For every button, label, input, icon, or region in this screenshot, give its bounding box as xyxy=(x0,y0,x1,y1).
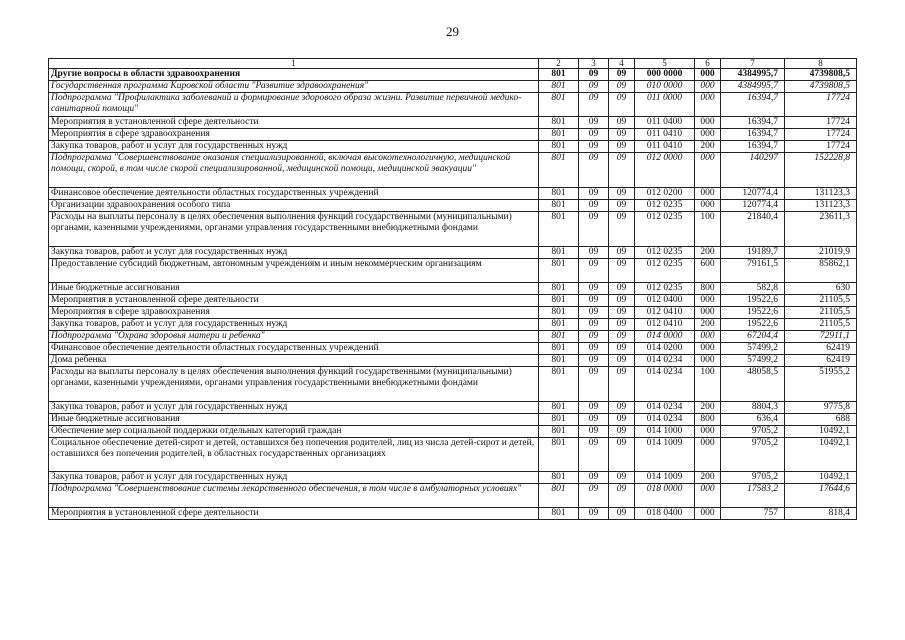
row-target-cell: 014 0234 xyxy=(635,367,695,402)
row-admin-cell: 801 xyxy=(539,200,579,212)
row-target-cell: 012 0410 xyxy=(635,307,695,319)
row-name-cell: Закупка товаров, работ и услуг для государственных нужд xyxy=(49,247,539,259)
row-amount-2-cell: 9775,8 xyxy=(785,402,857,414)
row-target-cell: 018 0400 xyxy=(635,508,695,520)
row-subsection-cell: 09 xyxy=(609,93,635,117)
row-name-cell: Дома ребенка xyxy=(49,355,539,367)
row-section-cell: 09 xyxy=(579,508,609,520)
row-subsection-cell: 09 xyxy=(609,307,635,319)
row-expense-type-cell: 000 xyxy=(695,438,721,472)
row-admin-cell: 801 xyxy=(539,93,579,117)
row-amount-1-cell: 9705,2 xyxy=(721,426,785,438)
row-section-cell: 09 xyxy=(579,129,609,141)
row-admin-cell: 801 xyxy=(539,129,579,141)
row-section-cell: 09 xyxy=(579,426,609,438)
row-admin-cell: 801 xyxy=(539,283,579,295)
row-admin-cell: 801 xyxy=(539,355,579,367)
row-section-cell: 09 xyxy=(579,402,609,414)
row-name-cell: Другие вопросы в области здравоохранения xyxy=(49,69,539,81)
table-row xyxy=(49,331,857,343)
table-row xyxy=(49,141,857,153)
row-subsection-cell: 09 xyxy=(609,69,635,81)
row-target-cell: 011 0000 xyxy=(635,93,695,117)
row-target-cell: 014 0234 xyxy=(635,414,695,426)
row-target-cell: 000 0000 xyxy=(635,69,695,81)
row-section-cell: 09 xyxy=(579,319,609,331)
row-section-cell: 09 xyxy=(579,247,609,259)
row-amount-2-cell: 62419 xyxy=(785,343,857,355)
row-amount-2-cell: 10492,1 xyxy=(785,472,857,484)
header-cell: 1 xyxy=(49,59,539,69)
row-subsection-cell: 09 xyxy=(609,414,635,426)
row-expense-type-cell: 000 xyxy=(695,93,721,117)
row-expense-type-cell: 800 xyxy=(695,414,721,426)
row-subsection-cell: 09 xyxy=(609,153,635,188)
row-expense-type-cell: 000 xyxy=(695,153,721,188)
row-admin-cell: 801 xyxy=(539,117,579,129)
row-amount-2-cell: 21019,9 xyxy=(785,247,857,259)
row-target-cell: 012 0235 xyxy=(635,283,695,295)
row-amount-2-cell: 131123,3 xyxy=(785,188,857,200)
row-amount-1-cell: 140297 xyxy=(721,153,785,188)
row-amount-1-cell: 19189,7 xyxy=(721,247,785,259)
row-expense-type-cell: 200 xyxy=(695,472,721,484)
row-name-cell: Подпрограмма "Совершенствование системы лекарственного обеспечения, в том числе в амбулаторных условиях" xyxy=(49,484,539,508)
row-subsection-cell: 09 xyxy=(609,129,635,141)
row-amount-2-cell: 17724 xyxy=(785,141,857,153)
row-amount-2-cell: 4739808,5 xyxy=(785,69,857,81)
row-expense-type-cell: 000 xyxy=(695,69,721,81)
table-row xyxy=(49,402,857,414)
row-section-cell: 09 xyxy=(579,93,609,117)
table-row xyxy=(49,259,857,283)
row-target-cell: 014 0000 xyxy=(635,331,695,343)
row-section-cell: 09 xyxy=(579,200,609,212)
row-amount-1-cell: 582,8 xyxy=(721,283,785,295)
row-name-cell: Закупка товаров, работ и услуг для государственных нужд xyxy=(49,141,539,153)
row-subsection-cell: 09 xyxy=(609,426,635,438)
row-section-cell: 09 xyxy=(579,81,609,93)
row-admin-cell: 801 xyxy=(539,331,579,343)
row-expense-type-cell: 600 xyxy=(695,259,721,283)
row-amount-1-cell: 48058,5 xyxy=(721,367,785,402)
row-amount-1-cell: 21840,4 xyxy=(721,212,785,247)
row-amount-2-cell: 72911,1 xyxy=(785,331,857,343)
table-row xyxy=(49,283,857,295)
row-subsection-cell: 09 xyxy=(609,319,635,331)
row-name-cell: Государственная программа Кировской области "Развитие здравоохранения" xyxy=(49,81,539,93)
row-expense-type-cell: 800 xyxy=(695,283,721,295)
table-row xyxy=(49,188,857,200)
row-amount-1-cell: 19522,6 xyxy=(721,295,785,307)
row-expense-type-cell: 000 xyxy=(695,331,721,343)
row-name-cell: Закупка товаров, работ и услуг для государственных нужд xyxy=(49,319,539,331)
row-admin-cell: 801 xyxy=(539,402,579,414)
row-target-cell: 014 0234 xyxy=(635,402,695,414)
row-name-cell: Закупка товаров, работ и услуг для государственных нужд xyxy=(49,402,539,414)
row-name-cell: Мероприятия в сфере здравоохранения xyxy=(49,129,539,141)
row-name-cell: Расходы на выплаты персоналу в целях обеспечения выполнения функций государственными (муниципальными) органами, казенными учреждениями, органами управления государственными внебюджетными фондами xyxy=(49,212,539,247)
row-amount-2-cell: 10492,1 xyxy=(785,438,857,472)
row-admin-cell: 801 xyxy=(539,472,579,484)
table-row xyxy=(49,93,857,117)
row-subsection-cell: 09 xyxy=(609,141,635,153)
row-expense-type-cell: 000 xyxy=(695,129,721,141)
row-section-cell: 09 xyxy=(579,484,609,508)
row-amount-1-cell: 4384995,7 xyxy=(721,69,785,81)
header-cell: 5 xyxy=(635,59,695,69)
row-amount-2-cell: 152228,8 xyxy=(785,153,857,188)
row-amount-2-cell: 688 xyxy=(785,414,857,426)
row-name-cell: Мероприятия в установленной сфере деятельности xyxy=(49,117,539,129)
header-cell: 7 xyxy=(721,59,785,69)
table-row xyxy=(49,484,857,508)
header-cell: 6 xyxy=(695,59,721,69)
table-row xyxy=(49,69,857,81)
row-amount-1-cell: 8804,3 xyxy=(721,402,785,414)
row-amount-1-cell: 16394,7 xyxy=(721,117,785,129)
table-row xyxy=(49,153,857,188)
row-subsection-cell: 09 xyxy=(609,508,635,520)
row-section-cell: 09 xyxy=(579,472,609,484)
row-amount-1-cell: 57499,2 xyxy=(721,355,785,367)
row-expense-type-cell: 000 xyxy=(695,508,721,520)
row-admin-cell: 801 xyxy=(539,259,579,283)
row-subsection-cell: 09 xyxy=(609,212,635,247)
row-expense-type-cell: 100 xyxy=(695,367,721,402)
table-row xyxy=(49,508,857,520)
table-row xyxy=(49,355,857,367)
row-section-cell: 09 xyxy=(579,414,609,426)
row-section-cell: 09 xyxy=(579,343,609,355)
row-section-cell: 09 xyxy=(579,367,609,402)
row-admin-cell: 801 xyxy=(539,153,579,188)
budget-table-body xyxy=(49,59,857,520)
row-subsection-cell: 09 xyxy=(609,343,635,355)
row-name-cell: Подпрограмма "Охрана здоровья матери и ребенка" xyxy=(49,331,539,343)
row-subsection-cell: 09 xyxy=(609,247,635,259)
row-expense-type-cell: 200 xyxy=(695,402,721,414)
row-amount-1-cell: 16394,7 xyxy=(721,129,785,141)
row-amount-1-cell: 57499,2 xyxy=(721,343,785,355)
row-admin-cell: 801 xyxy=(539,319,579,331)
row-name-cell: Подпрограмма "Профилактика заболеваний и формирование здорового образа жизни. Развитие первичной медико-санитарной помощи" xyxy=(49,93,539,117)
row-amount-1-cell: 19522,6 xyxy=(721,307,785,319)
budget-table xyxy=(48,58,857,520)
table-row xyxy=(49,438,857,472)
row-subsection-cell: 09 xyxy=(609,283,635,295)
row-amount-2-cell: 23611,3 xyxy=(785,212,857,247)
row-target-cell: 012 0410 xyxy=(635,319,695,331)
row-amount-2-cell: 21105,5 xyxy=(785,319,857,331)
row-name-cell: Обеспечение мер социальной поддержки отдельных категорий граждан xyxy=(49,426,539,438)
table-row xyxy=(49,81,857,93)
row-admin-cell: 801 xyxy=(539,426,579,438)
row-name-cell: Подпрограмма "Совершенствование оказания специализированной, включая высокотехнологичную, медицинской помощи, скорой, в том числе скорой специализированной, медицинской помощи, медицинской эвакуации" xyxy=(49,153,539,188)
row-expense-type-cell: 000 xyxy=(695,307,721,319)
header-cell: 8 xyxy=(785,59,857,69)
row-name-cell: Закупка товаров, работ и услуг для государственных нужд xyxy=(49,472,539,484)
page-number: 29 xyxy=(446,24,459,39)
row-name-cell: Социальное обеспечение детей-сирот и детей, оставшихся без попечения родителей, лиц из числа детей-сирот и детей, оставшихся без попечения родителей, в областных государственных организациях xyxy=(49,438,539,472)
row-admin-cell: 801 xyxy=(539,343,579,355)
row-amount-1-cell: 120774,4 xyxy=(721,200,785,212)
row-section-cell: 09 xyxy=(579,153,609,188)
table-row xyxy=(49,426,857,438)
row-name-cell: Мероприятия в установленной сфере деятельности xyxy=(49,295,539,307)
row-amount-2-cell: 630 xyxy=(785,283,857,295)
row-expense-type-cell: 000 xyxy=(695,81,721,93)
row-admin-cell: 801 xyxy=(539,247,579,259)
header-cell: 2 xyxy=(539,59,579,69)
row-section-cell: 09 xyxy=(579,212,609,247)
table-row xyxy=(49,414,857,426)
row-target-cell: 012 0235 xyxy=(635,212,695,247)
row-target-cell: 012 0235 xyxy=(635,247,695,259)
row-admin-cell: 801 xyxy=(539,81,579,93)
row-amount-1-cell: 4384995,7 xyxy=(721,81,785,93)
row-target-cell: 012 0235 xyxy=(635,259,695,283)
row-name-cell: Мероприятия в установленной сфере деятельности xyxy=(49,508,539,520)
row-section-cell: 09 xyxy=(579,117,609,129)
row-expense-type-cell: 000 xyxy=(695,355,721,367)
row-target-cell: 010 0000 xyxy=(635,81,695,93)
row-section-cell: 09 xyxy=(579,259,609,283)
row-expense-type-cell: 000 xyxy=(695,117,721,129)
row-target-cell: 014 0200 xyxy=(635,343,695,355)
row-admin-cell: 801 xyxy=(539,69,579,81)
table-row xyxy=(49,343,857,355)
row-name-cell: Финансовое обеспечение деятельности областных государственных учреждений xyxy=(49,343,539,355)
row-subsection-cell: 09 xyxy=(609,402,635,414)
row-admin-cell: 801 xyxy=(539,508,579,520)
row-amount-1-cell: 16394,7 xyxy=(721,93,785,117)
row-subsection-cell: 09 xyxy=(609,438,635,472)
row-amount-2-cell: 51955,2 xyxy=(785,367,857,402)
row-section-cell: 09 xyxy=(579,141,609,153)
row-amount-1-cell: 17583,2 xyxy=(721,484,785,508)
row-section-cell: 09 xyxy=(579,188,609,200)
row-admin-cell: 801 xyxy=(539,414,579,426)
row-name-cell: Мероприятия в сфере здравоохранения xyxy=(49,307,539,319)
row-admin-cell: 801 xyxy=(539,188,579,200)
table-row xyxy=(49,200,857,212)
row-target-cell: 012 0200 xyxy=(635,188,695,200)
row-amount-2-cell: 4739808,5 xyxy=(785,81,857,93)
row-amount-2-cell: 21105,5 xyxy=(785,307,857,319)
table-row xyxy=(49,117,857,129)
row-section-cell: 09 xyxy=(579,331,609,343)
row-name-cell: Организации здравоохранения особого типа xyxy=(49,200,539,212)
table-header-row xyxy=(49,59,857,69)
row-admin-cell: 801 xyxy=(539,141,579,153)
row-target-cell: 011 0410 xyxy=(635,141,695,153)
row-section-cell: 09 xyxy=(579,307,609,319)
row-expense-type-cell: 200 xyxy=(695,247,721,259)
row-section-cell: 09 xyxy=(579,283,609,295)
row-admin-cell: 801 xyxy=(539,438,579,472)
row-target-cell: 012 0000 xyxy=(635,153,695,188)
row-amount-2-cell: 62419 xyxy=(785,355,857,367)
row-amount-1-cell: 9705,2 xyxy=(721,472,785,484)
table-row xyxy=(49,212,857,247)
row-admin-cell: 801 xyxy=(539,484,579,508)
row-admin-cell: 801 xyxy=(539,295,579,307)
row-name-cell: Расходы на выплаты персоналу в целях обеспечения выполнения функций государственными (муниципальными) органами, казенными учреждениями, органами управления государственными внебюджетными фондами xyxy=(49,367,539,402)
row-expense-type-cell: 200 xyxy=(695,141,721,153)
row-amount-1-cell: 636,4 xyxy=(721,414,785,426)
row-target-cell: 012 0235 xyxy=(635,200,695,212)
table-row xyxy=(49,367,857,402)
row-expense-type-cell: 000 xyxy=(695,295,721,307)
table-row xyxy=(49,472,857,484)
row-amount-2-cell: 10492,1 xyxy=(785,426,857,438)
row-name-cell: Иные бюджетные ассигнования xyxy=(49,414,539,426)
row-target-cell: 014 1009 xyxy=(635,438,695,472)
row-amount-2-cell: 21105,5 xyxy=(785,295,857,307)
table-row xyxy=(49,129,857,141)
row-subsection-cell: 09 xyxy=(609,355,635,367)
row-target-cell: 014 1009 xyxy=(635,472,695,484)
header-cell: 4 xyxy=(609,59,635,69)
row-subsection-cell: 09 xyxy=(609,200,635,212)
row-section-cell: 09 xyxy=(579,438,609,472)
row-subsection-cell: 09 xyxy=(609,117,635,129)
row-expense-type-cell: 000 xyxy=(695,426,721,438)
row-amount-1-cell: 16394,7 xyxy=(721,141,785,153)
row-subsection-cell: 09 xyxy=(609,188,635,200)
row-amount-1-cell: 79161,5 xyxy=(721,259,785,283)
row-amount-2-cell: 818,4 xyxy=(785,508,857,520)
row-target-cell: 012 0400 xyxy=(635,295,695,307)
row-amount-1-cell: 757 xyxy=(721,508,785,520)
row-expense-type-cell: 100 xyxy=(695,212,721,247)
row-admin-cell: 801 xyxy=(539,307,579,319)
row-name-cell: Иные бюджетные ассигнования xyxy=(49,283,539,295)
row-amount-2-cell: 17724 xyxy=(785,93,857,117)
row-target-cell: 018 0000 xyxy=(635,484,695,508)
row-expense-type-cell: 000 xyxy=(695,343,721,355)
row-section-cell: 09 xyxy=(579,69,609,81)
header-cell: 3 xyxy=(579,59,609,69)
row-name-cell: Предоставление субсидий бюджетным, автономным учреждениям и иным некоммерческим организациям xyxy=(49,259,539,283)
row-subsection-cell: 09 xyxy=(609,295,635,307)
table-row xyxy=(49,247,857,259)
row-amount-2-cell: 17724 xyxy=(785,129,857,141)
row-name-cell: Финансовое обеспечение деятельности областных государственных учреждений xyxy=(49,188,539,200)
row-subsection-cell: 09 xyxy=(609,81,635,93)
row-expense-type-cell: 000 xyxy=(695,188,721,200)
row-target-cell: 011 0410 xyxy=(635,129,695,141)
row-subsection-cell: 09 xyxy=(609,367,635,402)
table-row xyxy=(49,319,857,331)
row-amount-2-cell: 131123,3 xyxy=(785,200,857,212)
row-subsection-cell: 09 xyxy=(609,259,635,283)
row-amount-1-cell: 67204,4 xyxy=(721,331,785,343)
row-subsection-cell: 09 xyxy=(609,331,635,343)
row-amount-2-cell: 17724 xyxy=(785,117,857,129)
row-amount-2-cell: 85862,1 xyxy=(785,259,857,283)
row-admin-cell: 801 xyxy=(539,367,579,402)
row-expense-type-cell: 000 xyxy=(695,484,721,508)
row-expense-type-cell: 000 xyxy=(695,200,721,212)
row-section-cell: 09 xyxy=(579,295,609,307)
row-amount-2-cell: 17644,6 xyxy=(785,484,857,508)
row-expense-type-cell: 200 xyxy=(695,319,721,331)
row-amount-1-cell: 19522,6 xyxy=(721,319,785,331)
row-amount-1-cell: 120774,4 xyxy=(721,188,785,200)
row-subsection-cell: 09 xyxy=(609,484,635,508)
row-amount-1-cell: 9705,2 xyxy=(721,438,785,472)
row-admin-cell: 801 xyxy=(539,212,579,247)
table-row xyxy=(49,307,857,319)
row-target-cell: 014 1000 xyxy=(635,426,695,438)
row-target-cell: 014 0234 xyxy=(635,355,695,367)
row-target-cell: 011 0400 xyxy=(635,117,695,129)
row-subsection-cell: 09 xyxy=(609,472,635,484)
row-section-cell: 09 xyxy=(579,355,609,367)
table-row xyxy=(49,295,857,307)
